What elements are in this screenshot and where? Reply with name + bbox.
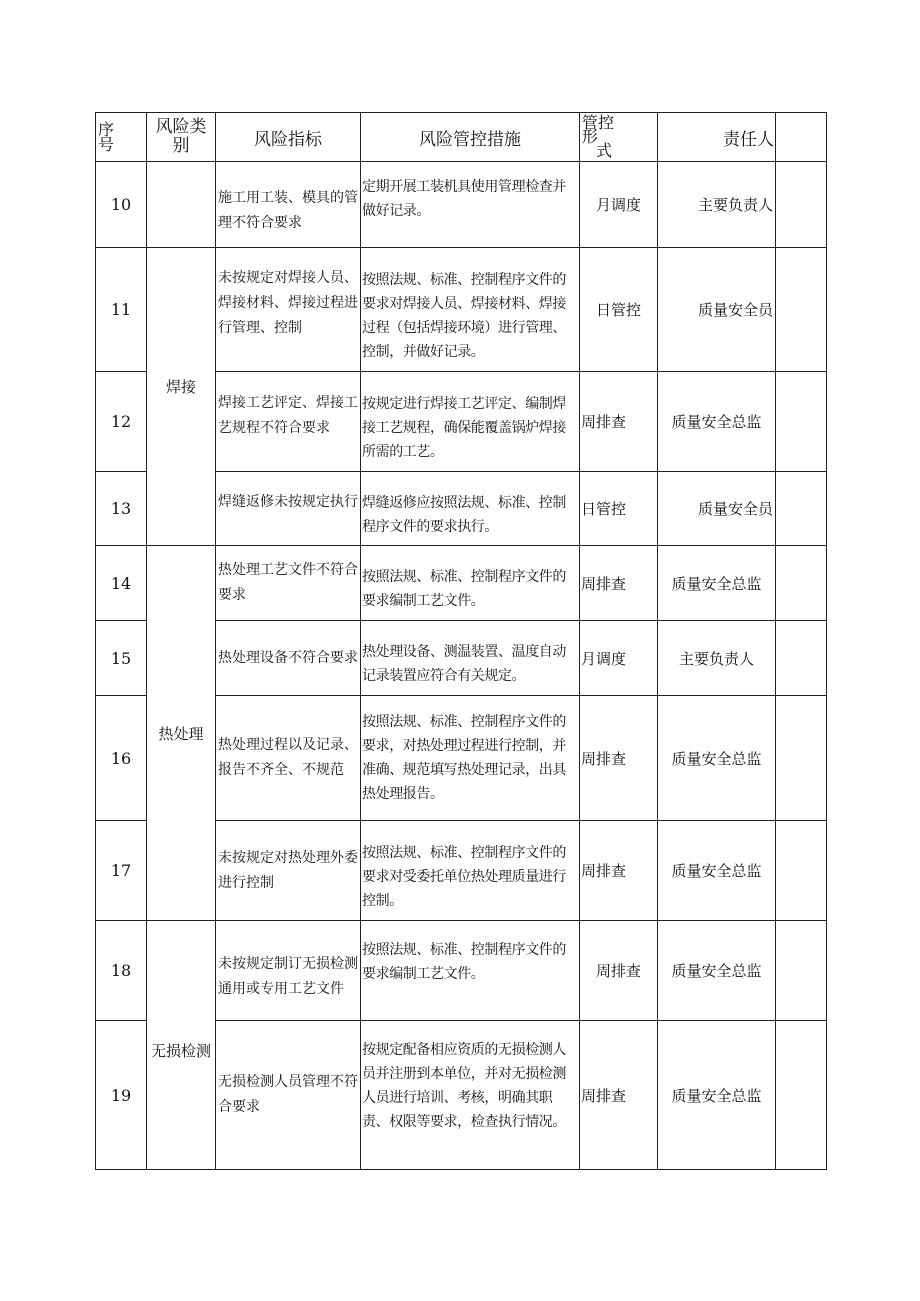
- control-form: 月调度: [580, 162, 658, 248]
- control-form: 周排查: [580, 696, 658, 821]
- responsible-person: 质量安全总监: [658, 546, 776, 621]
- row-number: 14: [96, 546, 147, 621]
- category-welding: 焊接: [147, 248, 216, 546]
- control-form: 月调度: [580, 621, 658, 696]
- row-number: 13: [96, 472, 147, 546]
- risk-indicator: 施工用工装、模具的管理不符合要求: [216, 162, 361, 248]
- table-row: [96, 162, 827, 248]
- row-number: 11: [96, 248, 147, 372]
- responsible-person: 质量安全总监: [658, 1021, 776, 1170]
- blank-cell: [776, 372, 827, 472]
- risk-indicator: 无损检测人员管理不符合要求: [216, 1021, 361, 1170]
- row-number: 17: [96, 821, 147, 921]
- table-row: [96, 921, 827, 1021]
- blank-cell: [776, 162, 827, 248]
- row-number: 19: [96, 1021, 147, 1170]
- header-responsible: 责任人: [658, 113, 776, 162]
- blank-cell: [776, 696, 827, 821]
- risk-indicator: 热处理过程以及记录、报告不齐全、不规范: [216, 696, 361, 821]
- control-form: 周排查: [580, 821, 658, 921]
- header-measures: 风险管控措施: [361, 113, 580, 162]
- risk-control-table: [95, 112, 827, 1170]
- category-heat-treatment: 热处理: [147, 546, 216, 921]
- row-number: 12: [96, 372, 147, 472]
- control-measures: 焊缝返修应按照法规、标准、控制程序文件的要求执行。: [361, 472, 580, 546]
- header-extra: [776, 113, 827, 162]
- risk-indicator: 未按规定对热处理外委进行控制: [216, 821, 361, 921]
- blank-cell: [776, 546, 827, 621]
- risk-indicator: 未按规定对焊接人员、焊接材料、焊接过程进行管理、控制: [216, 248, 361, 372]
- control-form: 周排查: [580, 921, 658, 1021]
- control-measures: 按规定配备相应资质的无损检测人员并注册到本单位，并对无损检测人员进行培训、考核，明确其职责、权限等要求，检查执行情况。: [361, 1021, 580, 1170]
- control-measures: 按照法规、标准、控制程序文件的要求编制工艺文件。: [361, 921, 580, 1021]
- control-form: 周排查: [580, 372, 658, 472]
- header-row: [96, 113, 827, 162]
- control-measures: 按照法规、标准、控制程序文件的要求编制工艺文件。: [361, 546, 580, 621]
- responsible-person: 质量安全总监: [658, 921, 776, 1021]
- responsible-person: 质量安全员: [658, 248, 776, 372]
- responsible-person: 主要负责人: [658, 162, 776, 248]
- header-form: 管控 形 式: [580, 113, 658, 162]
- row-number: 10: [96, 162, 147, 248]
- blank-cell: [776, 621, 827, 696]
- responsible-person: 质量安全员: [658, 472, 776, 546]
- control-measures: 按照法规、标准、控制程序文件的要求，对热处理过程进行控制，并准确、规范填写热处理记录，出具热处理报告。: [361, 696, 580, 821]
- blank-cell: [776, 921, 827, 1021]
- control-measures: 按照法规、标准、控制程序文件的要求对受委托单位热处理质量进行控制。: [361, 821, 580, 921]
- row-number: 16: [96, 696, 147, 821]
- header-seq: 序 号: [96, 113, 147, 162]
- control-form: 周排查: [580, 546, 658, 621]
- blank-cell: [776, 472, 827, 546]
- blank-cell: [776, 1021, 827, 1170]
- control-form: 周排查: [580, 1021, 658, 1170]
- risk-indicator: 热处理工艺文件不符合要求: [216, 546, 361, 621]
- header-indicator: 风险指标: [216, 113, 361, 162]
- header-category: 风险类 别: [147, 113, 216, 162]
- risk-indicator: 焊缝返修未按规定执行: [216, 472, 361, 546]
- blank-cell: [776, 821, 827, 921]
- responsible-person: 质量安全总监: [658, 372, 776, 472]
- table-row: [96, 248, 827, 372]
- row-number: 18: [96, 921, 147, 1021]
- control-form: 日管控: [580, 472, 658, 546]
- responsible-person: 质量安全总监: [658, 821, 776, 921]
- blank-cell: [776, 248, 827, 372]
- control-measures: 按规定进行焊接工艺评定、编制焊接工艺规程，确保能覆盖锅炉焊接所需的工艺。: [361, 372, 580, 472]
- responsible-person: 主要负责人: [658, 621, 776, 696]
- category-cell-empty: [147, 162, 216, 248]
- responsible-person: 质量安全总监: [658, 696, 776, 821]
- control-measures: 按照法规、标准、控制程序文件的要求对焊接人员、焊接材料、焊接过程（包括焊接环境）进行管理、控制，并做好记录。: [361, 248, 580, 372]
- risk-indicator: 焊接工艺评定、焊接工艺规程不符合要求: [216, 372, 361, 472]
- control-measures: 热处理设备、测温装置、温度自动记录装置应符合有关规定。: [361, 621, 580, 696]
- table-row: [96, 546, 827, 621]
- risk-indicator: 未按规定制订无损检测通用或专用工艺文件: [216, 921, 361, 1021]
- risk-indicator: 热处理设备不符合要求: [216, 621, 361, 696]
- category-ndt: 无损检测: [147, 921, 216, 1170]
- row-number: 15: [96, 621, 147, 696]
- control-form: 日管控: [580, 248, 658, 372]
- control-measures: 定期开展工装机具使用管理检查并做好记录。: [361, 162, 580, 248]
